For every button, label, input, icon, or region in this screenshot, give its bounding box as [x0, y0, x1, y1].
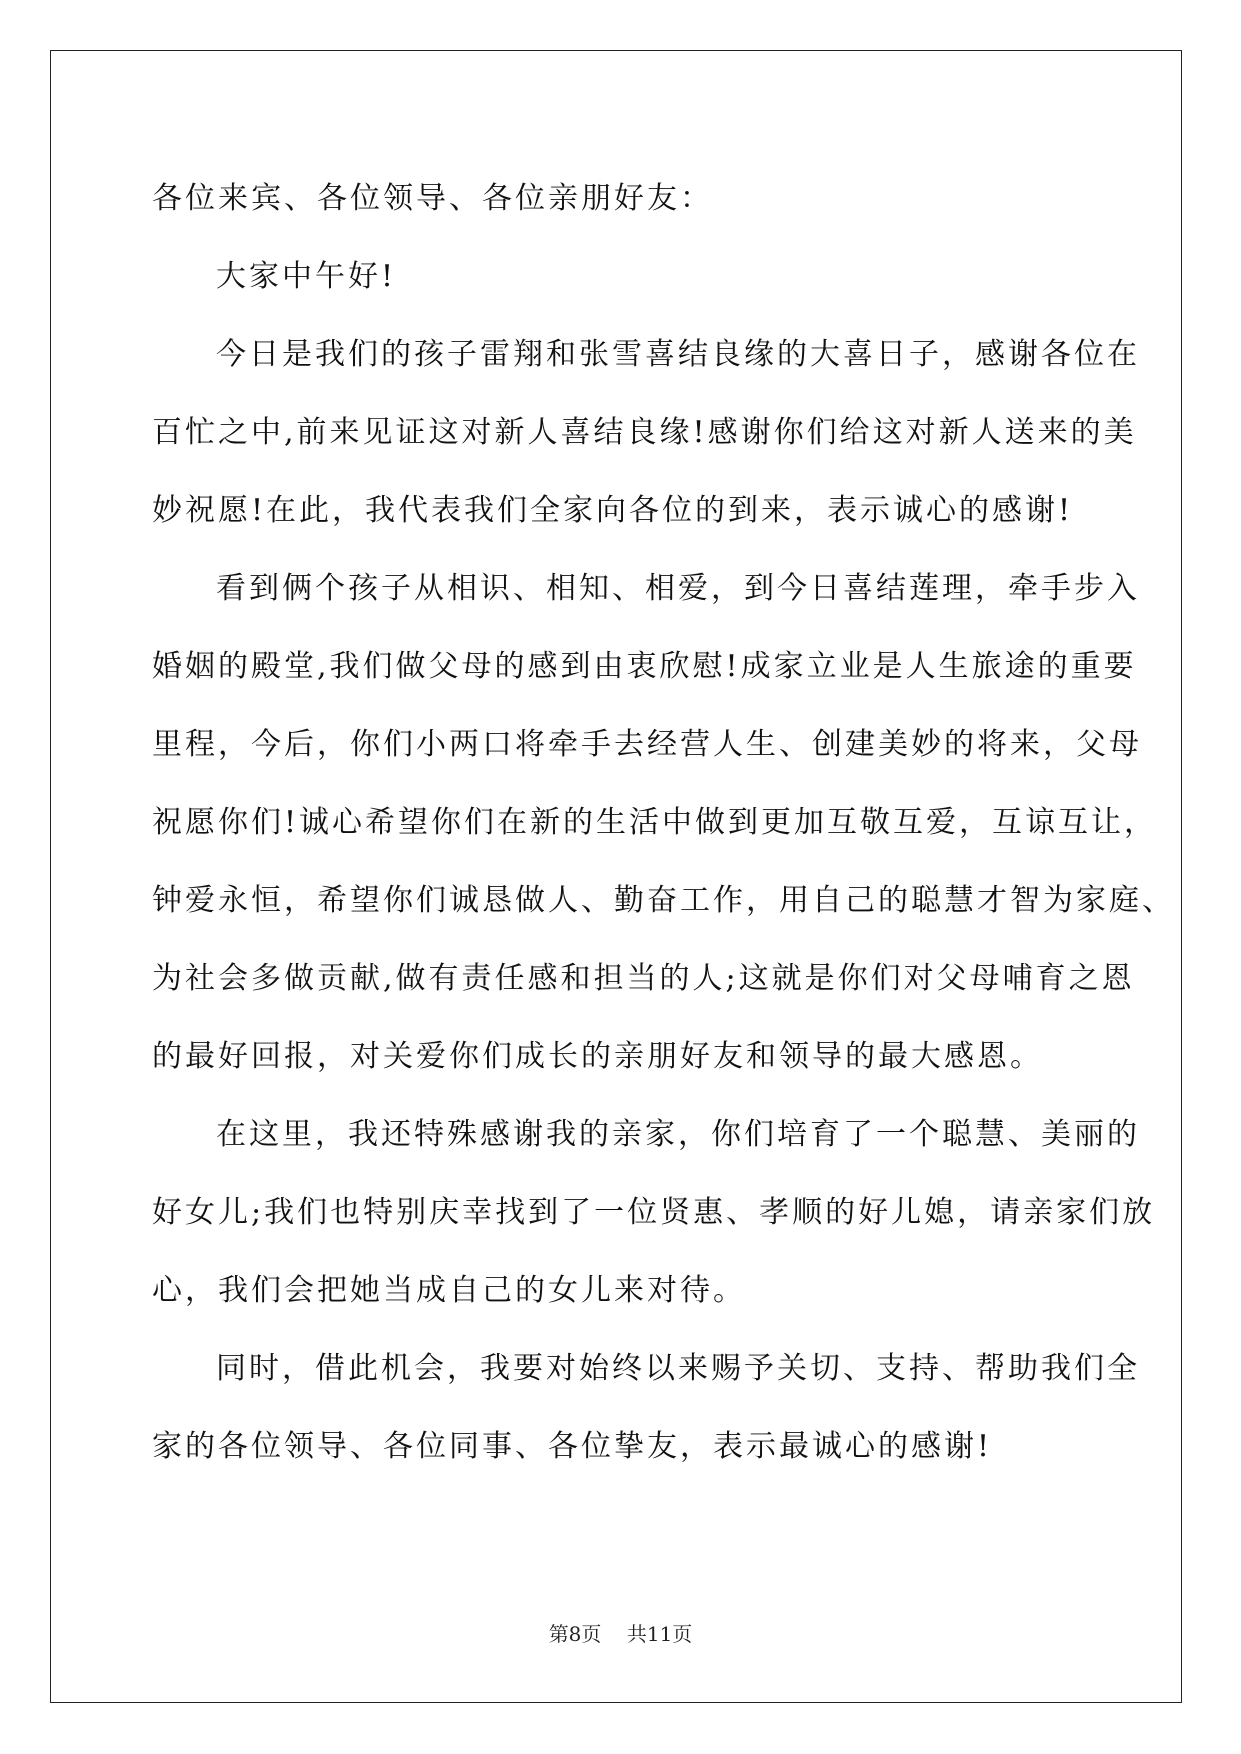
text-line: 看到俩个孩子从相识、相知、相爱，到今日喜结莲理，牵手步入	[216, 571, 1140, 606]
text-line: 心，我们会把她当成自己的女儿来对待。	[152, 1273, 746, 1308]
text-line: 今日是我们的孩子雷翔和张雪喜结良缘的大喜日子，感谢各位在	[216, 337, 1140, 372]
text-line: 为社会多做贡献,做有责任感和担当的人;这就是你们对父母哺育之恩	[152, 961, 1135, 996]
text-line: 婚姻的殿堂,我们做父母的感到由衷欣慰!成家立业是人生旅途的重要	[152, 649, 1137, 684]
text-line: 的最好回报，对关爱你们成长的亲朋好友和领导的最大感恩。	[152, 1039, 1043, 1074]
text-line: 祝愿你们!诚心希望你们在新的生活中做到更加互敬互爱，互谅互让，	[152, 805, 1158, 840]
text-line: 大家中午好!	[216, 259, 397, 294]
text-line: 同时，借此机会，我要对始终以来赐予关切、支持、帮助我们全	[216, 1351, 1140, 1386]
text-line: 在这里，我还特殊感谢我的亲家，你们培育了一个聪慧、美丽的	[216, 1117, 1140, 1152]
text-line: 百忙之中,前来见证这对新人喜结良缘!感谢你们给这对新人送来的美	[152, 415, 1137, 450]
text-line: 各位来宾、各位领导、各位亲朋好友：	[152, 181, 713, 216]
text-line: 家的各位领导、各位同事、各位挚友，表示最诚心的感谢!	[152, 1429, 993, 1464]
text-line: 里程，今后，你们小两口将牵手去经营人生、创建美妙的将来，父母	[152, 727, 1142, 762]
page-total: 共11页	[626, 1622, 693, 1646]
text-line: 好女儿;我们也特别庆幸找到了一位贤惠、孝顺的好儿媳，请亲家们放	[152, 1195, 1156, 1230]
page-footer	[0, 1618, 1241, 1647]
page-number: 第8页	[548, 1622, 602, 1646]
document-body	[152, 160, 1175, 1486]
text-line: 妙祝愿!在此，我代表我们全家向各位的到来，表示诚心的感谢!	[152, 493, 1074, 528]
text-line: 钟爱永恒，希望你们诚恳做人、勤奋工作，用自己的聪慧才智为家庭、	[152, 883, 1175, 918]
